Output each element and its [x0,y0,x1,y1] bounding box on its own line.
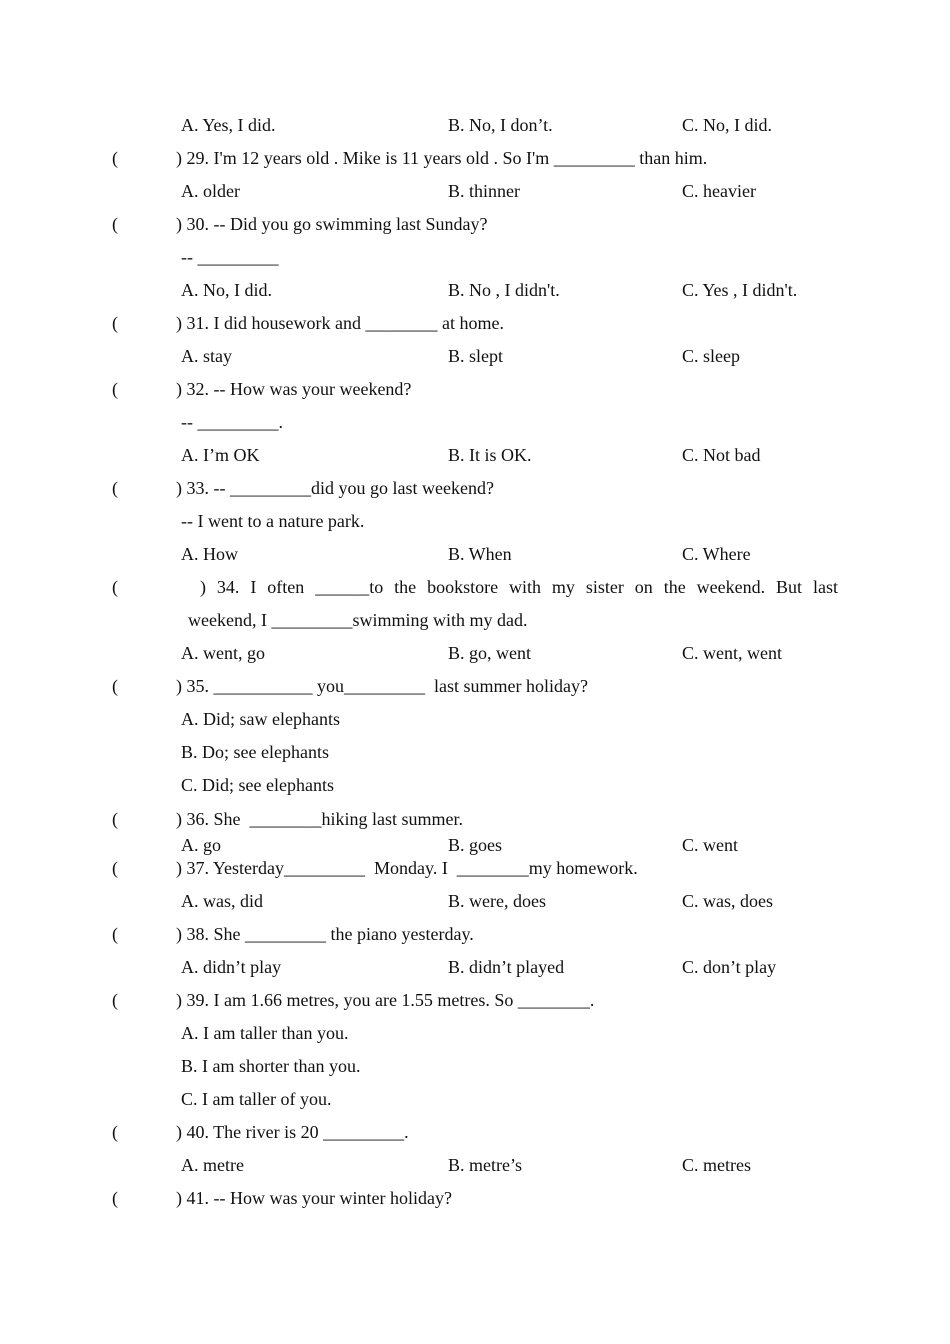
q29-answer-bracket[interactable]: ( [112,148,118,168]
q30-stem: ) 30. -- Did you go swimming last Sunday? [176,214,488,234]
q34-option-a: A. went, go [181,643,265,663]
q35-option-b: B. Do; see elephants [181,742,329,762]
q36-answer-bracket[interactable]: ( [112,809,118,829]
q34-option-c: C. went, went [682,643,782,663]
q39-option-a: A. I am taller than you. [181,1023,349,1043]
q37-option-c: C. was, does [682,891,773,911]
q39-answer-bracket[interactable]: ( [112,990,118,1010]
q28-option-c: C. No, I did. [682,115,772,135]
q33-option-c: C. Where [682,544,751,564]
q29-stem: ) 29. I'm 12 years old . Mike is 11 years old . So I'm _________ than him. [176,148,708,168]
q38-stem: ) 38. She _________ the piano yesterday. [176,924,474,944]
q37-option-a: A. was, did [181,891,263,911]
q36-option-c: C. went [682,835,738,855]
q35-stem: ) 35. ___________ you_________ last summer holiday? [176,676,588,696]
q37-answer-bracket[interactable]: ( [112,858,118,878]
q29-option-a: A. older [181,181,240,201]
q38-option-c: C. don’t play [682,957,777,977]
q34-option-b: B. go, went [448,643,531,663]
q30-option-c: C. Yes , I didn't. [682,280,798,300]
q29-option-c: C. heavier [682,181,756,201]
q34-stem-line1: ) 34. I often ______to the bookstore with my sister on the weekend. But last [200,577,838,597]
q32-stem: ) 32. -- How was your weekend? [176,379,412,399]
q33-option-b: B. When [448,544,512,564]
q32-answer-bracket[interactable]: ( [112,379,118,399]
q40-option-b: B. metre’s [448,1155,522,1175]
q31-option-c: C. sleep [682,346,740,366]
q31-stem: ) 31. I did housework and ________ at home. [176,313,504,333]
q36-option-b: B. goes [448,835,502,855]
q32-option-c: C. Not bad [682,445,761,465]
q37-stem: ) 37. Yesterday_________ Monday. I ________my homework. [176,858,638,878]
q30-reply: -- _________ [181,247,279,267]
q38-answer-bracket[interactable]: ( [112,924,118,944]
q40-option-a: A. metre [181,1155,244,1175]
q40-answer-bracket[interactable]: ( [112,1122,118,1142]
q39-option-b: B. I am shorter than you. [181,1056,361,1076]
q33-option-a: A. How [181,544,238,564]
q30-option-b: B. No , I didn't. [448,280,560,300]
q34-answer-bracket[interactable]: ( [112,577,118,597]
q38-option-b: B. didn’t played [448,957,565,977]
q40-option-c: C. metres [682,1155,751,1175]
q30-answer-bracket[interactable]: ( [112,214,118,234]
q29-option-b: B. thinner [448,181,520,201]
q36-option-a: A. go [181,835,221,855]
q39-option-c: C. I am taller of you. [181,1089,332,1109]
q28-option-a: A. Yes, I did. [181,115,276,135]
q28-option-b: B. No, I don’t. [448,115,553,135]
q31-answer-bracket[interactable]: ( [112,313,118,333]
q33-reply: -- I went to a nature park. [181,511,365,531]
q37-option-b: B. were, does [448,891,546,911]
q36-stem: ) 36. She ________hiking last summer. [176,809,463,829]
q32-option-a: A. I’m OK [181,445,260,465]
q32-option-b: B. It is OK. [448,445,532,465]
q30-option-a: A. No, I did. [181,280,272,300]
q31-option-a: A. stay [181,346,232,366]
q31-option-b: B. slept [448,346,504,366]
q41-stem: ) 41. -- How was your winter holiday? [176,1188,452,1208]
q32-reply: -- _________. [181,412,283,432]
q35-answer-bracket[interactable]: ( [112,676,118,696]
q40-stem: ) 40. The river is 20 _________. [176,1122,409,1142]
q38-option-a: A. didn’t play [181,957,282,977]
q35-option-c: C. Did; see elephants [181,775,334,795]
q39-stem: ) 39. I am 1.66 metres, you are 1.55 metres. So ________. [176,990,595,1010]
q34-stem-line2: weekend, I _________swimming with my dad. [188,610,528,630]
q41-answer-bracket[interactable]: ( [112,1188,118,1208]
q35-option-a: A. Did; saw elephants [181,709,340,729]
q33-stem: ) 33. -- _________did you go last weekend? [176,478,494,498]
q33-answer-bracket[interactable]: ( [112,478,118,498]
